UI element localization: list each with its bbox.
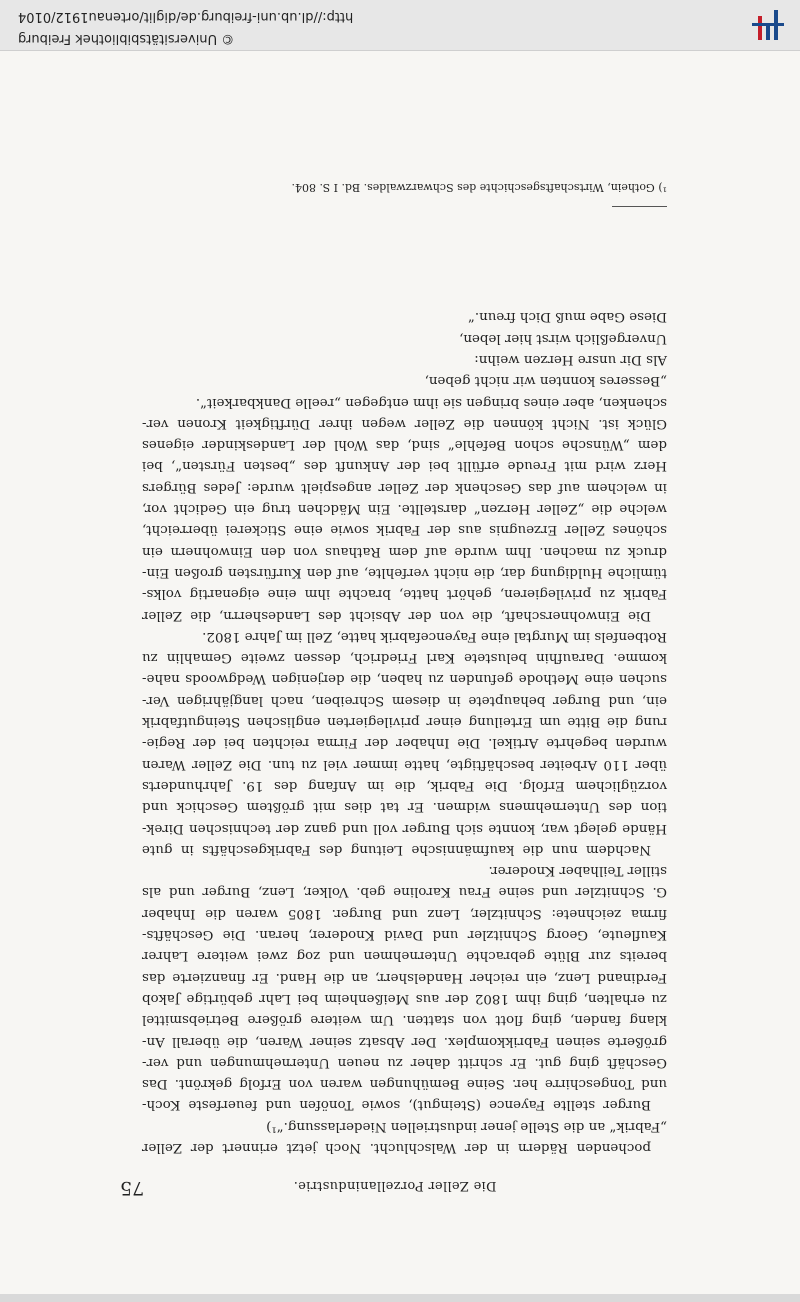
text-line: wurden begehrte Artikel. Die Inhaber der Firma reichten bei der Regie- bbox=[142, 735, 667, 751]
text-line: druck zu machen. Ihm wurde auf dem Rathaus von den Einwohnern ein bbox=[142, 543, 667, 559]
text-line: Fabrik zu privilegieren, gehört hatte, brachte ihm eine eigenartig volks- bbox=[142, 586, 667, 602]
text-line: über 110 Arbeiter beschäftigte, hatte immer viel zu tun. Die Zeller Waren bbox=[142, 756, 667, 772]
ub-freiburg-logo bbox=[748, 8, 788, 42]
text-line: tion des Unternehmens widmen. Er tat dies mit größtem Geschick und bbox=[142, 799, 667, 815]
verse-line: Als Dir unsre Herzen weihn: bbox=[474, 352, 667, 368]
text-line: stiller Teilhaber Knoderer. bbox=[488, 863, 667, 879]
text-line: Ferdinand Lenz, ein reicher Handelsherr, an die Hand. Er finanzierte das bbox=[142, 969, 667, 985]
text-line: Kaufleute, Georg Schnitzler und David Knoderer, heran. Die Geschäfts- bbox=[142, 927, 667, 943]
text-line: Rotbenfels im Murgtal eine Fayencefabrik hatte, Zell im Jahre 1802. bbox=[202, 628, 667, 644]
text-line: Burger stellte Fayence (Steingut), sowie Tonöfen und feuerfeste Koch- bbox=[142, 1097, 651, 1113]
text-line: rung die Bitte um Erteilung einer privilegierten englischen Steingutfabrik bbox=[142, 714, 667, 730]
poem bbox=[142, 306, 667, 391]
text-line: und Tongeschirre her. Seine Bemühungen waren von Erfolg gekrönt. Das bbox=[142, 1076, 667, 1092]
text-line: Glück ist. Nicht können die Zeller wegen ihrer Dürftigkeit Kronen ver- bbox=[142, 415, 667, 431]
copyright-notice: © Universitätsbibliothek Freiburg bbox=[18, 31, 235, 46]
document-url[interactable]: http://dl.ub.uni-freiburg.de/diglit/ortenau1912/0104 bbox=[18, 9, 354, 24]
paragraph bbox=[142, 860, 667, 1116]
text-line: Nachdem nun die kaufmännische Leitung des Fabrikgeschäfts in gute bbox=[142, 841, 651, 857]
text-line: schenken, aber eines bringen sie ihm entgegen „reelle Dankbarkeit“. bbox=[195, 394, 667, 410]
verse-line: Unvergeßlich wirst hier leben, bbox=[459, 330, 667, 346]
text-line: tümliche Huldigung dar, die nicht verfehlte, auf den Kurfürsten großen Ein- bbox=[142, 564, 667, 580]
text-line: schönes Zeller Erzeugnis aus der Fabrik sowie eine Stickerei überreicht, bbox=[142, 522, 667, 538]
text-line: Die Einwohnerschaft, die von der Absicht des Landesherrn, die Zeller bbox=[142, 607, 651, 623]
text-line: größerte seinen Fabrikkomplex. Der Absatz seiner Waren, die überall An- bbox=[142, 1033, 667, 1049]
paragraph bbox=[142, 391, 667, 625]
text-line: firma zeichnete: Schnitzler, Lenz und Burger. 1805 waren die Inhaber bbox=[142, 905, 667, 921]
text-line: Hände gelegt war, konnte sich Burger voll und ganz der technischen Direk- bbox=[142, 820, 667, 836]
footnote-rule bbox=[612, 206, 667, 207]
text-line: ein, und Burger behauptete in diesem Schreiben, nach langjährigen Ver- bbox=[142, 692, 667, 708]
text-line: suchen eine Methode gefunden zu haben, die derjenigen Wedgwoods nahe- bbox=[142, 671, 667, 687]
footnote: ¹) Gothein, Wirtschaftsgeschichte des Schwarzwaldes. Bd. I S. 804. bbox=[291, 181, 667, 194]
text-line: klang fanden, ging flott von statten. Um weitere größere Betriebsmittel bbox=[142, 1012, 667, 1028]
text-line: „Fabrik“ an die Stelle jener industriellen Niederlassung.“¹) bbox=[266, 1118, 667, 1134]
running-head bbox=[120, 1177, 670, 1199]
verse-line: „Besseres konnten wir nicht geben, bbox=[424, 373, 667, 389]
body-text bbox=[142, 306, 667, 1158]
paragraph bbox=[142, 1115, 667, 1158]
verse-line: Diese Gabe muß Dich freun.“ bbox=[468, 309, 667, 325]
text-line: vorzüglichem Erfolg. Die Fabrik, die im Anfang des 19. Jahrhunderts bbox=[142, 777, 667, 793]
text-line: in welchem auf das Geschenk der Zeller angespielt wurde: Jedes Bürgers bbox=[142, 479, 667, 495]
text-line: pochenden Rädern in der Walschlucht. Noch jetzt erinnert der Zeller bbox=[142, 1140, 651, 1155]
text-line: G. Schnitzler und seine Frau Karoline geb. Volker, Lenz, Burger und als bbox=[142, 884, 667, 900]
text-line: zu erhalten, ging ihm 1802 der aus Meißenheim bei Lahr gebürtige Jakob bbox=[142, 990, 667, 1006]
page-number: 75 bbox=[120, 1177, 145, 1199]
text-line: bereits zur Blüte gebrachte Unternehmen und zog zwei weitere Lahrer bbox=[142, 948, 667, 964]
running-title: Die Zeller Porzellanindustrie. bbox=[293, 1178, 497, 1193]
text-line: Herz wird mit Freude erfüllt bei der Ankunft des „besten Fürsten“, bei bbox=[142, 458, 667, 474]
text-line: welche die „Zeller Herzen“ darstellte. Ein Mädchen trug ein Gedicht vor, bbox=[142, 501, 667, 517]
library-banner bbox=[0, 0, 800, 50]
text-line: dem „Wünsche schon Befehle“ sind, das Wohl der Landeskinder eigenes bbox=[142, 437, 667, 453]
paragraph bbox=[142, 626, 667, 860]
text-line: Geschäft ging gut. Er schritt daher zu neuen Unternehmungen und ver- bbox=[142, 1054, 667, 1070]
text-line: komme. Daraufhin belustete Karl Friedrich, dessen zweite Gemahlin zu bbox=[142, 650, 667, 666]
